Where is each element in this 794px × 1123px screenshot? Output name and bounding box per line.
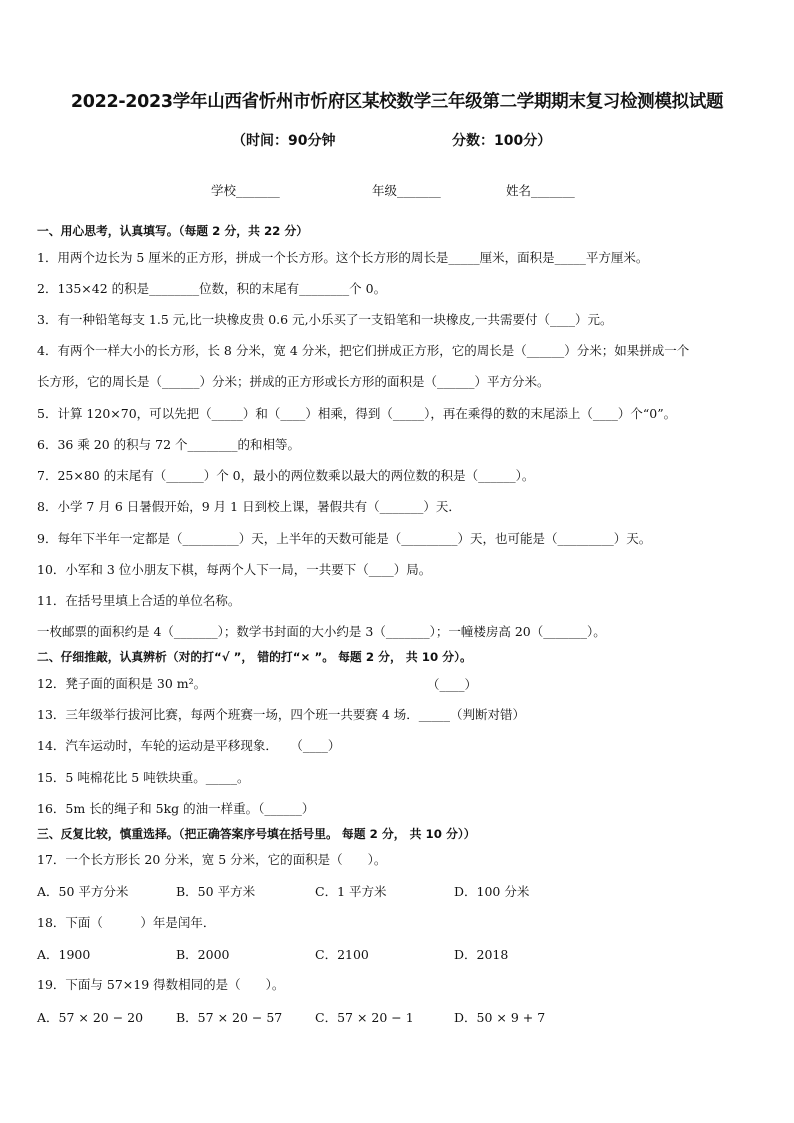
question-9: 9．每年下半年一定都是（_________）天，上半年的天数可能是（_________）天，也可能是（_________）天。 [37, 531, 652, 546]
exam-score: 分数：100分） [452, 133, 552, 149]
grade-field: 年级_______ [372, 183, 441, 198]
question-17-option-c: C．1 平方米 [315, 884, 387, 899]
question-15: 15．5 吨棉花比 5 吨铁块重。_____。 [37, 770, 250, 785]
question-17-option-b: B．50 平方米 [176, 884, 256, 899]
question-7: 7．25×80 的末尾有（______）个 0，最小的两位数乘以最大的两位数的积是（______）。 [37, 468, 535, 483]
section-1-heading: 一、用心思考，认真填写。（每题 2 分，共 22 分） [37, 224, 309, 238]
question-12: 12．凳子面的面积是 30 m²。 [37, 676, 207, 691]
question-18-option-c: C．2100 [315, 947, 369, 962]
question-2: 2．135×42 的积是________位数，积的末尾有________个 0。 [37, 281, 387, 296]
question-1: 1．用两个边长为 5 厘米的正方形，拼成一个长方形。这个长方形的周长是_____厘米，面积是_____平方厘米。 [37, 250, 649, 265]
question-19-option-d: D．50 × 9 + 7 [454, 1010, 546, 1025]
question-5: 5．计算 120×70，可以先把（_____）和（____）相乘，得到（_____），再在乘得的数的末尾添上（____）个“0”。 [37, 406, 677, 421]
question-16: 16．5m 长的绳子和 5kg 的油一样重。（______） [37, 801, 315, 816]
question-18-option-a: A．1900 [37, 947, 91, 962]
question-17: 17．一个长方形长 20 分米，宽 5 分米，它的面积是（ ）。 [37, 852, 387, 867]
question-3: 3．有一种铅笔每支 1.5 元,比一块橡皮贵 0.6 元,小乐买了一支铅笔和一块橡皮,一共需要付（____）元。 [37, 312, 613, 327]
question-12-blank: （____） [427, 677, 478, 692]
question-19-option-b: B．57 × 20 − 57 [176, 1010, 283, 1025]
section-3-heading: 三、反复比较，慎重选择。（把正确答案序号填在括号里。 每题 2 分， 共 10 分）） [37, 827, 476, 841]
question-19: 19．下面与 57×19 得数相同的是（ ）。 [37, 977, 285, 992]
question-6: 6．36 乘 20 的积与 72 个________的和相等。 [37, 437, 301, 452]
question-19-option-a: A．57 × 20 − 20 [37, 1010, 144, 1025]
question-13: 13．三年级举行拔河比赛，每两个班赛一场，四个班一共要赛 4 场．_____（判断对错） [37, 707, 526, 722]
question-4-line-2: 长方形，它的周长是（______）分米；拼成的正方形或长方形的面积是（______）平方分米。 [37, 374, 550, 389]
question-14: 14．汽车运动时，车轮的运动是平移现象． （____） [37, 738, 341, 753]
question-10: 10．小军和 3 位小朋友下棋，每两个人下一局，一共要下（____）局。 [37, 562, 432, 577]
question-18: 18．下面（ ）年是闰年． [37, 915, 216, 930]
question-11: 11．在括号里填上合适的单位名称。 [37, 593, 241, 608]
school-field: 学校_______ [211, 183, 280, 198]
question-18-option-d: D．2018 [454, 947, 509, 962]
name-field: 姓名_______ [506, 183, 575, 198]
exam-time: （时间：90分钟 [232, 133, 336, 149]
question-4-line-1: 4．有两个一样大小的长方形，长 8 分米，宽 4 分米，把它们拼成正方形，它的周长是（______）分米；如果拼成一个 [37, 343, 690, 358]
question-18-option-b: B．2000 [176, 947, 230, 962]
question-19-option-c: C．57 × 20 − 1 [315, 1010, 414, 1025]
question-8: 8．小学 7 月 6 日暑假开始，9 月 1 日到校上课，暑假共有（_______）天． [37, 499, 461, 514]
question-11-detail: 一枚邮票的面积约是 4（_______）；数学书封面的大小约是 3（_______）；一幢楼房高 20（_______）。 [37, 624, 606, 639]
exam-title: 2022-2023学年山西省忻州市忻府区某校数学三年级第二学期期末复习检测模拟试题 [70, 92, 724, 112]
question-17-option-d: D．100 分米 [454, 884, 530, 899]
section-2-heading: 二、仔细推敲，认真辨析（对的打“√ ”， 错的打“× ”。 每题 2 分， 共 10 分）。 [37, 650, 472, 664]
question-17-option-a: A．50 平方分米 [37, 884, 129, 899]
